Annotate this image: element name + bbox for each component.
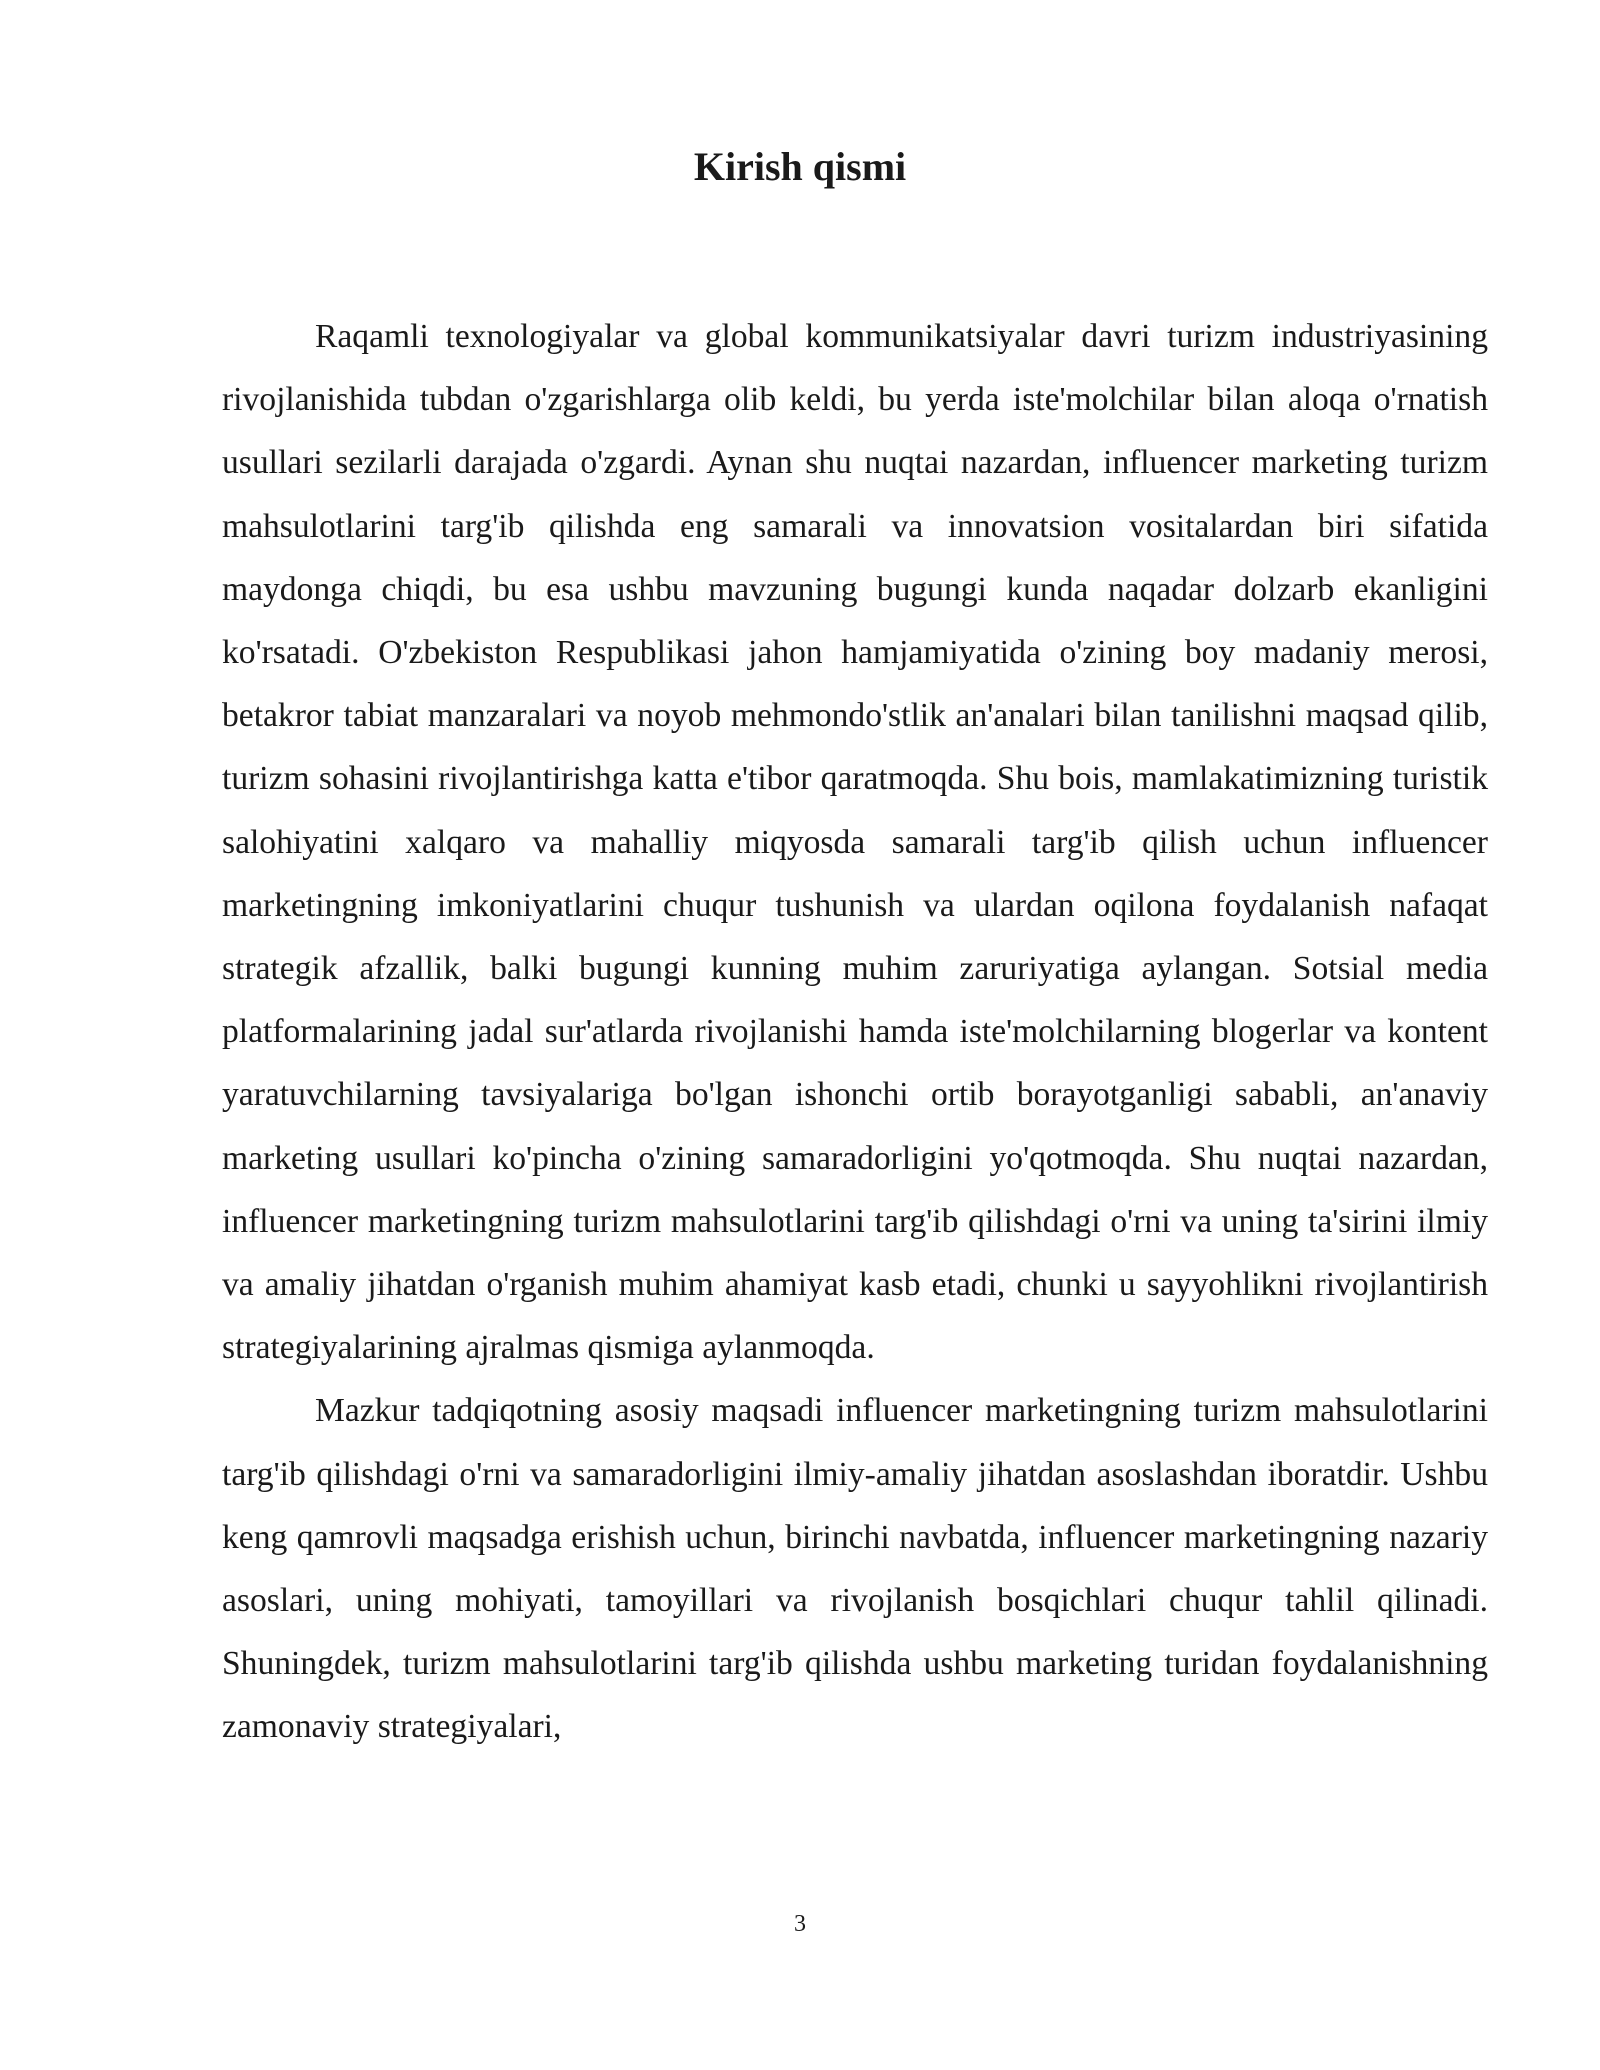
page-title: Kirish qismi (693, 144, 907, 189)
page-number: 3 (794, 1911, 806, 1937)
body-text (222, 305, 1488, 1759)
paragraph-2: Mazkur tadqiqotning asosiy maqsadi influencer marketingning turizm mahsulotlarini targ'ib qilishdagi o'rni va samaradorligini ilmiy-amaliy jihatdan asoslashdan iboratdir. Ushbu keng qamrovli maqsadga erishish uchun, birinchi navbatda, influencer marketingning nazariy asoslari, uning mohiyati, tamoyillari va rivojlanish bosqichlari chuqur tahlil qilinadi. Shuningdek, turizm mahsulotlarini targ'ib qilishda ushbu marketing turidan foydalanishning zamonaviy strategiyalari, (222, 1392, 1488, 1746)
paragraph-1: Raqamli texnologiyalar va global kommunikatsiyalar davri turizm industriyasining rivojlanishida tubdan o'zgarishlarga olib keldi, bu yerda iste'molchilar bilan aloqa o'rnatish usullari sezilarli darajada o'zgardi. Aynan shu nuqtai nazardan, influencer marketing turizm mahsulotlarini targ'ib qilishda eng samarali va innovatsion vositalardan biri sifatida maydonga chiqdi, bu esa ushbu mavzuning bugungi kunda naqadar dolzarb ekanligini ko'rsatadi. O'zbekiston Respublikasi jahon hamjamiyatida o'zining boy madaniy merosi, betakror tabiat manzaralari va noyob mehmondo'stlik an'analari bilan tanilishni maqsad qilib, turizm sohasini rivojlantirishga katta e'tibor qaratmoqda. Shu bois, mamlakatimizning turistik salohiyatini xalqaro va mahalliy miqyosda samarali targ'ib qilish uchun influencer marketingning imkoniyatlarini chuqur tushunish va ulardan oqilona foydalanish nafaqat strategik afzallik, balki bugungi kunning muhim zaruriyatiga aylangan. Sotsial media platformalarining jadal sur'atlarda rivojlanishi hamda iste'molchilarning blogerlar va kontent yaratuvchilarning tavsiyalariga bo'lgan ishonchi ortib borayotganligi sababli, an'anaviy marketing usullari ko'pincha o'zining samaradorligini yo'qotmoqda. Shu nuqtai nazardan, influencer marketingning turizm mahsulotlarini targ'ib qilishdagi o'rni va uning ta'sirini ilmiy va amaliy jihatdan o'rganish muhim ahamiyat kasb etadi, chunki u sayyohlikni rivojlantirish strategiyalarining ajralmas qismiga aylanmoqda. (222, 318, 1488, 1367)
